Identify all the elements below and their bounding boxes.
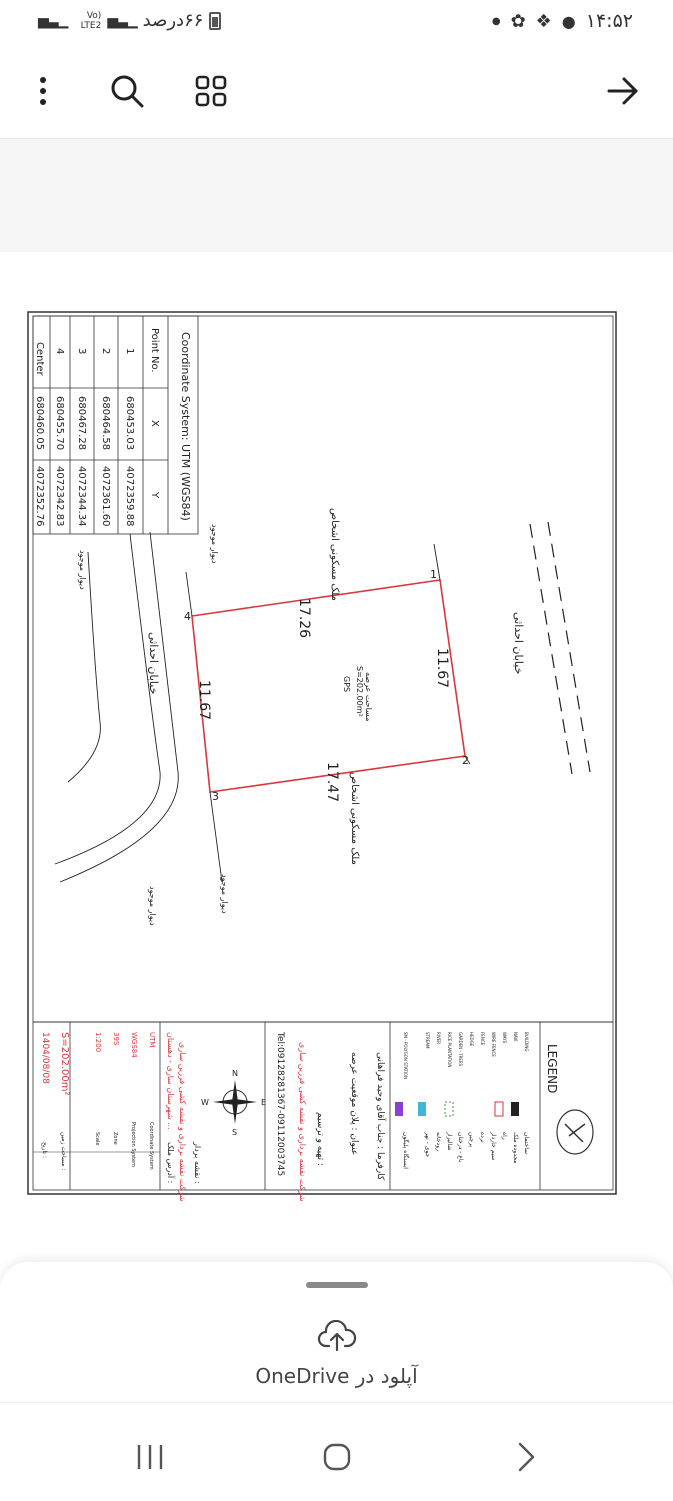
upload-label: آپلود در OneDrive [255,1364,418,1388]
svg-text:مساحت عرصه: مساحت عرصه [364,672,373,722]
neighbor-label-left: ملک مسکونی اشخاص [329,508,340,601]
svg-text:1: 1 [430,568,437,581]
svg-text:GARDEN - TREES: GARDEN - TREES [458,1032,463,1067]
table-cell: 3 [76,348,87,355]
svg-text:W: W [201,1098,209,1107]
cloud-upload-icon [317,1320,357,1352]
legend-title: LEGEND [545,1044,559,1094]
document-page[interactable] [0,252,673,1202]
svg-text:3: 3 [212,790,219,803]
address-value: شهرستان ساری - دهستان ... [166,1032,175,1130]
app-notification-icon: ✿ [510,10,526,32]
svg-text:SM - POLYGON STATION: SM - POLYGON STATION [403,1032,408,1080]
table-cell: 4072359.88 [124,466,135,527]
svg-text:رودخانه: رودخانه [435,1132,442,1151]
svg-text:ایستگاه پلیگون: ایستگاه پلیگون [402,1132,409,1169]
table-header-point: Point No. [149,328,160,373]
svg-text:جوی - نهر: جوی - نهر [424,1132,431,1158]
table-cell: Center [34,342,45,376]
prepared-by-label: تهیه و ترسیم : [315,1112,325,1166]
table-cell: 4072352.76 [34,466,45,527]
svg-text:دیوار موجود: دیوار موجود [78,550,87,590]
more-options-button[interactable] [18,66,68,116]
signal-icon: ▁▃▅ [107,12,137,29]
subject-label: عنوان : پلان موقعیت عرصه [349,1052,359,1156]
projection-value: WGS84 [130,1032,138,1058]
svg-text:S: S [232,1128,238,1137]
neighbor-label-right: ملک مسکونی اشخاص [349,772,360,865]
table-header-y: Y [149,492,160,499]
grid-icon [195,75,227,107]
svg-text:4: 4 [184,610,191,623]
table-cell: 4072344.34 [76,466,87,527]
street-label-top: خیابان احداثی [512,612,525,675]
area-key: مساحت زمین : [60,1132,67,1171]
company-name: شرکت نقشه برداری و نقشه کشی فرزین ساری [298,1042,307,1202]
company-name-2: شرکت نقشه برداری و نقشه کشی فرزین ساری [178,1042,187,1202]
navigation-bar [0,1402,673,1501]
back-button[interactable] [496,1427,556,1487]
app-notification-icon-2: ❖ [535,10,552,32]
back-icon [516,1441,536,1473]
coord-system-key: Coordinate System [148,1122,154,1170]
area-value: S=202.00m² [59,1032,70,1096]
coord-system-value: UTM [148,1032,156,1048]
drawing-frame [28,312,616,1194]
status-left [38,10,221,31]
table-cell: 680464.58 [100,396,111,451]
zone-key: Zone [112,1132,118,1145]
recents-button[interactable] [120,1427,180,1487]
svg-text:سیم خاردار: سیم خاردار [490,1132,497,1161]
svg-text:شالیزار: شالیزار [446,1132,453,1151]
svg-text:N: N [232,1069,238,1078]
svg-text:دیوار موجود: دیوار موجود [220,874,229,914]
svg-text:HEDGE: HEDGE [469,1032,474,1047]
search-button[interactable] [102,66,152,116]
table-cell: 680455.70 [54,396,65,451]
surveyor-label: نقشه بردار : [193,1142,202,1184]
svg-text:FENCE: FENCE [480,1032,485,1046]
table-cell: 680467.28 [76,396,87,451]
date-key: تاریخ : [41,1142,48,1158]
client-label: کارفرما : جناب آقای وحید فراهانی [375,1052,385,1181]
street-label-bottom: خیابان احداثی [147,632,160,695]
recents-icon [135,1443,165,1471]
toolbar [0,48,673,139]
clock: ۱۴:۵۲ [585,10,633,32]
upload-onedrive-button[interactable] [0,1320,673,1388]
svg-text:راه: راه [501,1132,508,1140]
svg-text:دیوار موجود: دیوار موجود [210,524,219,564]
status-bar [0,0,673,48]
table-cell: 4 [54,348,65,355]
arrow-forward-icon [607,77,639,105]
table-cell: 4072342.83 [54,466,65,527]
svg-text:RICE PLANTATION: RICE PLANTATION [447,1032,452,1068]
phone-number: Tel:09128281367-09112003745 [275,1032,285,1177]
svg-text:BUILDING: BUILDING [524,1032,529,1052]
battery-percent: ۶۶درصد [142,10,204,31]
svg-text:محدوده ملک: محدوده ملک [512,1132,519,1164]
home-button[interactable] [307,1427,367,1487]
svg-text:باغ - درختان: باغ - درختان [457,1132,464,1163]
grid-view-button[interactable] [186,66,236,116]
svg-text:نرده: نرده [479,1132,486,1143]
svg-text:پرچین: پرچین [468,1132,475,1148]
forward-button[interactable] [598,66,648,116]
search-icon [110,74,144,108]
more-vert-icon [38,76,48,106]
svg-text:11.67: 11.67 [196,680,212,721]
svg-text:GPS: GPS [342,676,351,693]
projection-key: Projection System [130,1122,136,1167]
network-label: Vo) LTE2 [80,10,102,31]
svg-text:S=202.00m²: S=202.00m² [355,666,364,717]
svg-text:17.47: 17.47 [324,762,340,803]
svg-text:ساختمان: ساختمان [523,1132,530,1155]
svg-text:NAVI: NAVI [513,1032,518,1042]
svg-text:RIVER: RIVER [436,1032,441,1045]
home-icon [322,1442,352,1472]
table-cell: 680460.05 [34,396,45,451]
svg-text:WIRE FENCE: WIRE FENCE [491,1032,496,1057]
svg-text:دیوار موجود: دیوار موجود [148,886,157,926]
address-label: آدرس ملک : [166,1142,175,1184]
svg-text:WAYS: WAYS [502,1032,507,1044]
status-right [492,10,633,32]
table-header-x: X [149,420,160,427]
table-cell: 1 [124,348,135,355]
zone-value: 39S [112,1032,120,1046]
svg-text:11.67: 11.67 [434,648,450,689]
scale-key: Scale [94,1132,100,1146]
signal-icon-2: ▁▃▅ [38,12,68,29]
table-cell: 2 [100,348,111,355]
svg-text:17.26: 17.26 [296,598,312,639]
date-value: 1404/08/08 [40,1032,50,1084]
svg-text:STREAM: STREAM [425,1032,430,1049]
chat-icon: ● [561,11,576,31]
table-cell: 4072361.60 [100,466,111,527]
scale-value: 1:200 [94,1032,102,1053]
dot-icon: ● [491,15,501,27]
coord-system-title: Coordinate System: UTM (WGS84) [179,332,192,521]
sheet-drag-handle[interactable] [306,1282,368,1288]
site-plan-drawing [0,252,673,1202]
battery-icon [209,12,221,30]
svg-text:2: 2 [462,754,469,767]
svg-text:E: E [261,1098,267,1107]
table-cell: 680453.03 [124,396,135,451]
